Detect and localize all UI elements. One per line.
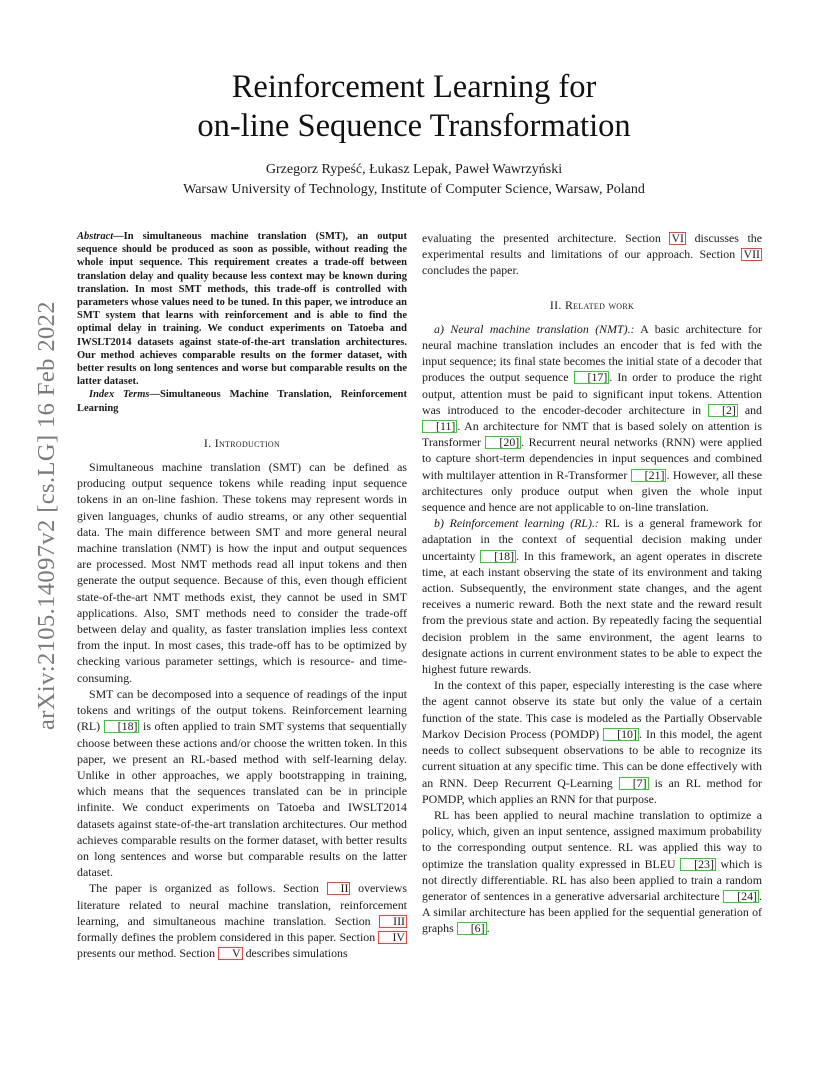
intro-paragraph-3 <box>77 880 407 961</box>
text-run: . Recurrent neural networks (RNN) were applied to capture short-term dependencies in input sequences and combined with multilayer attention in R-Transformer <box>422 435 762 482</box>
text-run: and <box>737 402 762 417</box>
text-run: The paper is organized as follows. Section <box>89 881 327 896</box>
citation-link[interactable]: [21] <box>631 469 667 482</box>
related-rl-nmt-paragraph <box>422 807 762 937</box>
section-link[interactable]: V <box>218 947 243 960</box>
index-terms <box>77 388 407 414</box>
index-terms-label: Index Terms <box>89 389 150 401</box>
text-run: concludes the paper. <box>422 263 519 278</box>
citation-link[interactable]: [6] <box>457 922 487 935</box>
section-link[interactable]: II <box>327 882 351 895</box>
abstract-text: —In simultaneous machine translation (SMT), an output sequence should be produced as soon as possible, without reading the whole input sequence. This requirement creates a trade-off between translation delay and quality because less context may be known during translation. In most SMT methods, this trade-off is controlled with parameters whose values need to be tuned. In this paper, we introduce an SMT system that learns with reinforcement and is able to find the optimal delay in training. We conduct experiments on Tatoeba and IWSLT2014 datasets against state-of-the-art translation architectures. Our method achieves comparable results on the former dataset, with better results on long sentences and worse but comparable results on the latter dataset. <box>77 231 407 388</box>
text-run: overviews literature related to neural machine translation, reinforcement learning, and simultaneous machine translation. Section <box>77 881 407 928</box>
arxiv-identifier: arXiv:2105.14097v2 [cs.LG] 16 Feb 2022 <box>33 301 60 730</box>
text-run: RL is a general framework for adaptation in the context of sequential decision making under uncertainty <box>422 516 762 563</box>
citation-link[interactable]: [17] <box>574 371 610 384</box>
intro-paragraph-2 <box>77 686 407 880</box>
text-run: . An architecture for NMT that is based solely on attention is Transformer <box>422 419 762 450</box>
text-run: . In this framework, an agent operates in discrete time, at each instant observing the state of its environment and taking action. Subsequently, the environment state changes, and the agent receives a numeric reward. Both the next state and the reward result from the previous state and action. By repeatedly facing the sequential decision problem in the same environment, the agent learns to designate actions in current environment states to be able to expect the highest future rewards. <box>422 548 762 677</box>
section-heading-introduction: I. Introduction <box>203 435 281 450</box>
intro-paragraph-1: Simultaneous machine translation (SMT) can be defined as producing output sequence tokens while reading input sequence tokens in an on-line fashion. These tokens may represent words in given languages, chunks of audio streams, or any other sequential data. The main difference between SMT and more general neural machine translation (NMT) is how the input and output sequences are processed. Most NMT methods read all input tokens and then generate the output sequence. Because of this, even though efficient state-of-the-art NMT methods exist, they cannot be used in SMT applications. Also, SMT methods need to consider the trade-off between delay and quality, as faster translation implies less context from the input. In most cases, this trade-off has to be optimized by checking various parameter settings, which is resource- and time-consuming. <box>77 460 407 685</box>
text-run: formally defines the problem considered in this paper. Section <box>77 929 379 944</box>
related-nmt-paragraph <box>422 321 762 515</box>
section-link[interactable]: VI <box>671 231 684 245</box>
author-names: Grzegorz Rypeść, Łukasz Lepak, Paweł Wawrzyński <box>265 162 563 177</box>
citation-link[interactable]: [24] <box>723 890 759 903</box>
index-terms-text: —Simultaneous Machine Translation, Reinforcement Learning <box>77 389 407 414</box>
citation-link[interactable]: [18] <box>480 550 516 563</box>
abstract-label: Abstract <box>77 231 114 242</box>
section-link[interactable]: IV <box>378 931 407 944</box>
text-run: A basic architecture for neural machine translation includes an encoder that is fed with the input sequence; its final state becomes the initial state of a decoder that produces the output sequence <box>422 321 762 385</box>
intro-paragraph-3-cont <box>422 230 762 279</box>
citation-link[interactable]: [20] <box>485 436 521 449</box>
text-run: . However, all these architectures only produce output when given the whole input sequence and hence are not applicable to on-line translation. <box>422 467 762 515</box>
text-run: is an RL method for POMDP, which applies an RNN for that purpose. <box>422 775 762 806</box>
text-run: . A similar architecture has been applied for the sequential generation of graphs <box>422 888 762 936</box>
section-heading-related-work: II. Related work <box>549 297 635 312</box>
text-run: . In this model, the agent needs to collect subsequent observations to be able to recognize its current situation at any specific time. This can be done effectively with an RNN. Deep Recurrent Q-Learning <box>422 726 763 790</box>
title-line-2: on-line Sequence Transformation <box>197 108 631 144</box>
citation-link[interactable]: [10] <box>603 728 639 741</box>
citation-link[interactable]: [18] <box>104 720 140 733</box>
title-line-1: Reinforcement Learning for <box>231 69 597 105</box>
section-link[interactable]: VII <box>743 247 760 262</box>
text-run: . In order to produce the right output, attention must be paid to significant input tokens. Attention was introduced to the encoder-decoder architecture in <box>422 370 762 417</box>
author-block <box>0 160 828 200</box>
abstract <box>77 230 407 388</box>
text-run: presents our method. Section <box>77 946 219 961</box>
section-link[interactable]: III <box>379 915 407 928</box>
citation-link[interactable]: [11] <box>422 420 457 433</box>
text-run: SMT can be decomposed into a sequence of readings of the input tokens and writings of the output tokens. Reinforcement learning (RL) <box>77 686 407 734</box>
text-run: discusses the experimental results and limitations of our approach. Section <box>422 231 762 262</box>
affiliation: Warsaw University of Technology, Institute of Computer Science, Warsaw, Poland <box>183 182 645 197</box>
text-run: evaluating the presented architecture. Section <box>422 231 670 245</box>
text-run: which is not directly differentiable. RL has also been applied to train a random generator of sentences in a generative adversarial architecture <box>422 856 762 903</box>
text-run: is often applied to train SMT systems that sequentially choose between these actions and/or choose the written token. In this paper, we present an RL-based method with self-learning delay. Unlike in other approaches, we apply bootstrapping in training, which means that the sequences translated can be in principle infinite. We conduct experiments on Tatoeba and IWSLT2014 datasets against state-of-the-art translation architectures. Our method achieves comparable results on the former dataset, with better results on long sentences and worse but comparable results on the latter dataset. <box>77 719 407 880</box>
subsection-heading-nmt: a) Neural machine translation (NMT).: <box>434 321 635 336</box>
related-rl-paragraph <box>422 515 762 677</box>
paper-title <box>0 68 828 146</box>
citation-link[interactable]: [23] <box>680 858 716 871</box>
right-column <box>422 230 762 937</box>
left-column <box>77 230 407 961</box>
text-run: RL has been applied to neural machine translation to optimize a policy, which, given an input sentence, assigned maximum probability to the corresponding output sentence. RL was applied this way to optimize the translation quality expressed in BLEU <box>422 807 762 871</box>
citation-link[interactable]: [2] <box>708 404 738 417</box>
subsection-heading-rl: b) Reinforcement learning (RL).: <box>434 516 599 531</box>
related-pomdp-paragraph <box>422 677 762 807</box>
citation-link[interactable]: [7] <box>619 777 649 790</box>
text-run: describes simulations <box>242 946 348 961</box>
text-run: . <box>486 921 490 936</box>
text-run: In the context of this paper, especially interesting is the case where the agent cannot observe its state but only the value of a certain function of the state. This case is modeled as the Partially Observable Markov Decision Process (POMDP) <box>422 678 762 741</box>
